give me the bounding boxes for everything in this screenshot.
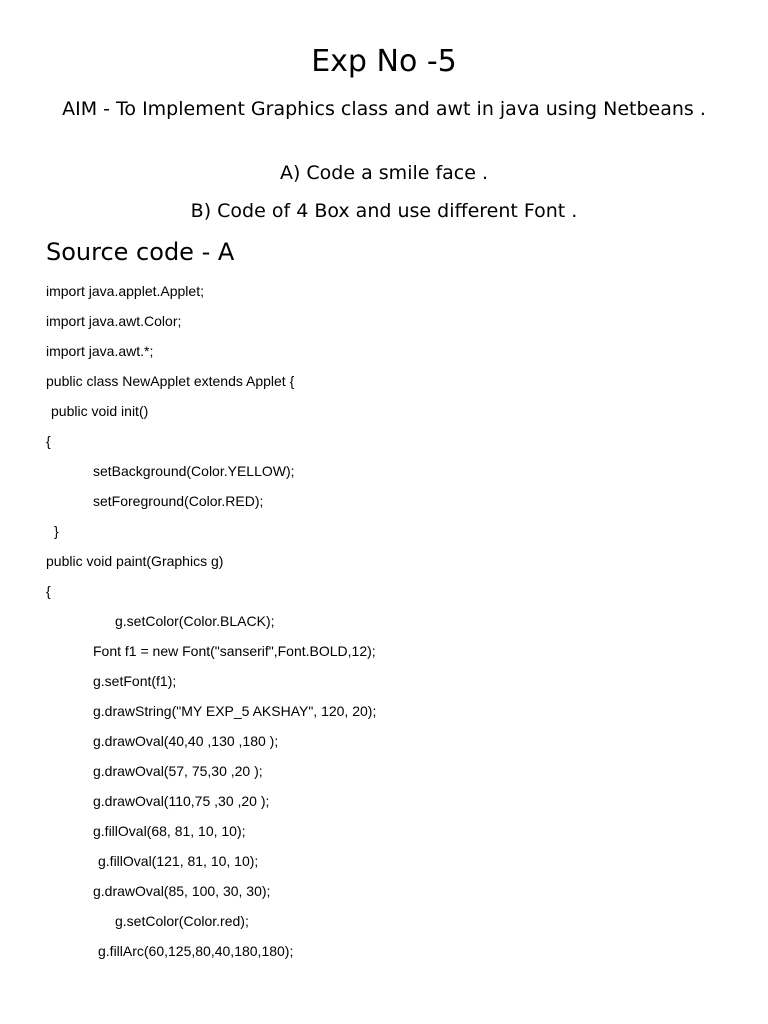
code-line: setBackground(Color.YELLOW); bbox=[93, 463, 295, 479]
code-line: public void paint(Graphics g) bbox=[46, 553, 224, 569]
code-line: g.drawOval(110,75 ,30 ,20 ); bbox=[93, 793, 270, 809]
aim-statement: AIM - To Implement Graphics class and awt in java using Netbeans . bbox=[62, 98, 706, 120]
code-line: g.fillOval(121, 81, 10, 10); bbox=[98, 853, 259, 869]
code-line: import java.awt.Color; bbox=[46, 313, 182, 329]
code-line: g.drawString("MY EXP_5 AKSHAY", 120, 20); bbox=[93, 703, 377, 719]
code-line: g.fillOval(68, 81, 10, 10); bbox=[93, 823, 246, 839]
code-line: Font f1 = new Font("sanserif",Font.BOLD,12); bbox=[93, 643, 376, 659]
code-line: g.setColor(Color.BLACK); bbox=[115, 613, 275, 629]
section-heading: Source code - A bbox=[46, 238, 235, 266]
task-a: A) Code a smile face . bbox=[279, 162, 489, 184]
source-code-listing bbox=[46, 280, 376, 970]
code-line: import java.applet.Applet; bbox=[46, 283, 204, 299]
code-line: public void init() bbox=[51, 403, 149, 419]
code-line: g.setColor(Color.red); bbox=[115, 913, 249, 929]
code-line: g.drawOval(85, 100, 30, 30); bbox=[93, 883, 271, 899]
code-line: import java.awt.*; bbox=[46, 343, 154, 359]
code-line: g.drawOval(57, 75,30 ,20 ); bbox=[93, 763, 263, 779]
code-line: { bbox=[46, 583, 51, 599]
document-title: Exp No -5 bbox=[311, 44, 457, 79]
code-line: public class NewApplet extends Applet { bbox=[46, 373, 295, 389]
code-line: g.fillArc(60,125,80,40,180,180); bbox=[98, 943, 294, 959]
code-line: setForeground(Color.RED); bbox=[93, 493, 264, 509]
code-line: { bbox=[46, 433, 51, 449]
code-line: g.drawOval(40,40 ,130 ,180 ); bbox=[93, 733, 279, 749]
code-line: g.setFont(f1); bbox=[93, 673, 177, 689]
code-line: } bbox=[54, 523, 59, 539]
task-b: B) Code of 4 Box and use different Font . bbox=[190, 200, 578, 222]
